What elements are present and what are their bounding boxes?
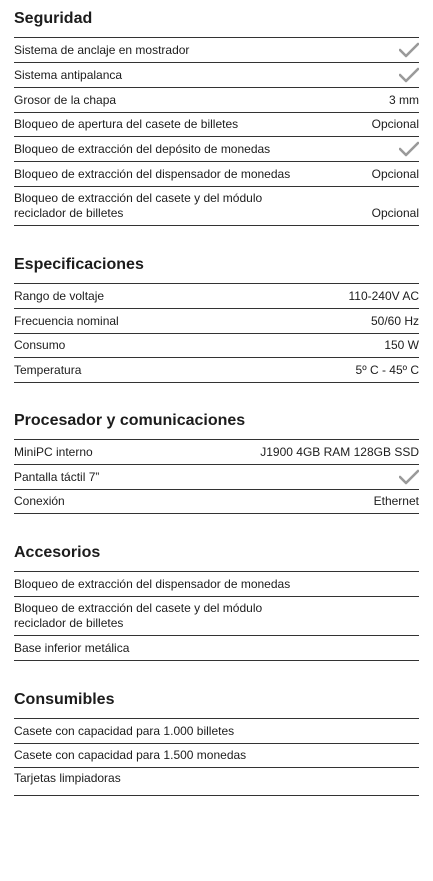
section-title: Seguridad xyxy=(14,10,93,27)
table-row xyxy=(14,490,419,514)
table-row xyxy=(14,572,419,597)
section-title: Procesador y comunicaciones xyxy=(14,412,246,429)
row-label: Grosor de la chapa xyxy=(14,92,117,107)
table-row xyxy=(14,597,419,636)
checkmark-icon xyxy=(399,469,419,485)
row-value: Opcional xyxy=(371,117,419,131)
row-label: Pantalla táctil 7” xyxy=(14,469,100,484)
table-row xyxy=(14,334,419,358)
row-label: Tarjetas limpiadoras xyxy=(14,771,121,785)
table-row xyxy=(14,440,419,465)
row-label: Sistema antipalanca xyxy=(14,67,123,82)
table-row xyxy=(14,636,419,661)
row-value: 50/60 Hz xyxy=(370,313,419,328)
table-row xyxy=(14,88,419,113)
row-label: Bloqueo de extracción del casete y del módulo reciclador de billetes xyxy=(14,191,263,220)
spec-table xyxy=(14,571,419,661)
row-value: Opcional xyxy=(371,166,419,181)
row-value: Opcional xyxy=(371,206,419,220)
row-label: Conexión xyxy=(14,494,65,508)
row-label: Rango de voltaje xyxy=(14,288,105,303)
checkmark-icon xyxy=(399,141,419,157)
section-seguridad xyxy=(14,9,419,226)
section-title: Accesorios xyxy=(14,544,101,561)
row-label: Base inferior metálica xyxy=(14,640,130,655)
row-label: Bloqueo de extracción del casete y del módulo reciclador de billetes xyxy=(14,601,263,630)
row-label: Casete con capacidad para 1.500 monedas xyxy=(14,748,247,762)
checkmark-icon xyxy=(399,42,419,58)
row-label: Bloqueo de extracción del depósito de monedas xyxy=(14,141,271,156)
table-row xyxy=(14,309,419,334)
row-label: Bloqueo de extracción del dispensador de monedas xyxy=(14,576,291,591)
row-label: Temperatura xyxy=(14,362,82,377)
row-label: Bloqueo de extracción del dispensador de monedas xyxy=(14,166,291,181)
row-label: Casete con capacidad para 1.000 billetes xyxy=(14,723,235,738)
row-label: MiniPC interno xyxy=(14,444,93,459)
section-procesador xyxy=(14,411,419,514)
table-row xyxy=(14,162,419,187)
row-label: Frecuencia nominal xyxy=(14,313,119,328)
section-consumibles xyxy=(14,690,419,796)
spec-table xyxy=(14,283,419,383)
spec-table xyxy=(14,718,419,796)
table-row xyxy=(14,113,419,137)
section-accesorios xyxy=(14,543,419,661)
section-title: Especificaciones xyxy=(14,256,144,273)
row-value: 150 W xyxy=(384,338,419,352)
table-row xyxy=(14,719,419,744)
section-especificaciones xyxy=(14,255,419,383)
spec-table xyxy=(14,37,419,226)
checkmark-icon xyxy=(399,67,419,83)
table-row xyxy=(14,744,419,768)
row-label: Sistema de anclaje en mostrador xyxy=(14,42,190,57)
row-value: 3 mm xyxy=(389,92,419,107)
row-value: 5º C - 45º C xyxy=(355,362,419,377)
row-value: 110-240V AC xyxy=(348,288,419,303)
table-row xyxy=(14,38,419,63)
table-row xyxy=(14,63,419,88)
row-value: J1900 4GB RAM 128GB SSD xyxy=(260,444,419,459)
section-title: Consumibles xyxy=(14,691,115,708)
spec-table xyxy=(14,439,419,514)
row-label: Consumo xyxy=(14,338,66,352)
table-row xyxy=(14,358,419,383)
table-row xyxy=(14,465,419,490)
row-value: Ethernet xyxy=(373,494,419,508)
table-row xyxy=(14,284,419,309)
table-row xyxy=(14,137,419,162)
table-row xyxy=(14,768,419,796)
table-row xyxy=(14,187,419,226)
row-label: Bloqueo de apertura del casete de billetes xyxy=(14,117,239,131)
